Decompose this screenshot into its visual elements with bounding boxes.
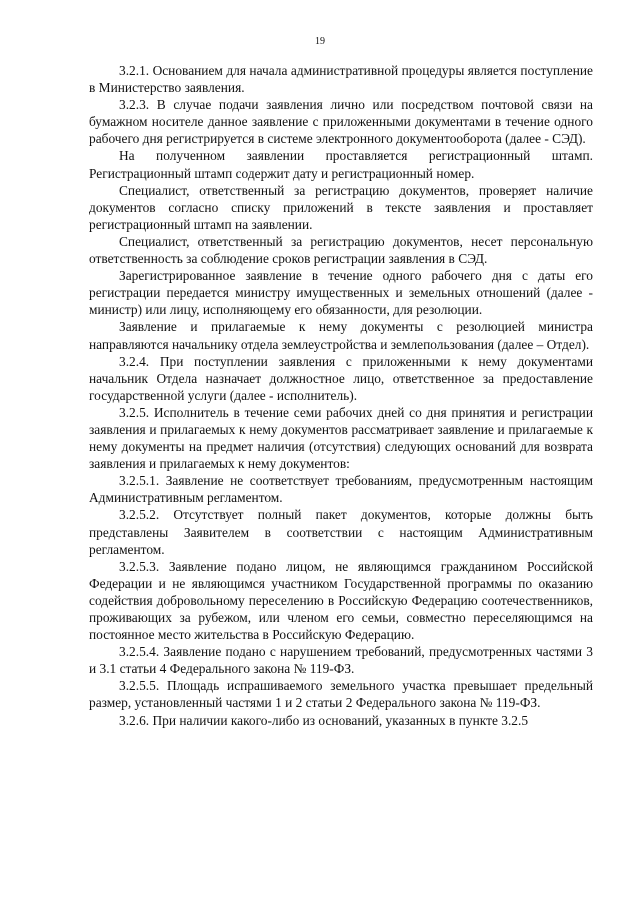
paragraph-3-2-5-3: 3.2.5.3. Заявление подано лицом, не являющимся гражданином Российской Федерации и не являющимся участником Государственной программы по оказанию содействия добровольному переселению в Российскую Федерацию соотечественников, проживающих за рубежом, или членом его семьи, совместно переселяющимся на постоянное место жительства в Российскую Федерацию. <box>89 558 593 643</box>
paragraph-3-2-5-1: 3.2.5.1. Заявление не соответствует требованиям, предусмотренным настоящим Административным регламентом. <box>89 473 593 506</box>
paragraph-stamp: На полученном заявлении проставляется регистрационный штамп. Регистрационный штамп содержит дату и регистрационный номер. <box>89 148 593 181</box>
paragraph-3-2-6: 3.2.6. При наличии какого-либо из оснований, указанных в пункте 3.2.5 <box>119 712 529 728</box>
paragraph-3-2-4: 3.2.4. При поступлении заявления с приложенными к нему документами начальник Отдела назначает должностное лицо, ответственное за предоставление государственной услуги (далее - исполнитель). <box>89 353 593 403</box>
page-number: 19 <box>315 36 325 47</box>
body-text <box>89 62 593 729</box>
paragraph-resolution-direction: Заявление и прилагаемые к нему документы с резолюцией министра направляются начальнику отдела землеустройства и землепользования (далее – Отдел). <box>89 319 593 352</box>
paragraph-specialist-responsibility: Специалист, ответственный за регистрацию документов, несет персональную ответственность за соблюдение сроков регистрации заявления в СЭД. <box>89 233 593 267</box>
paragraph-registered-transfer: Зарегистрированное заявление в течение одного рабочего дня с даты его регистрации передается министру имущественных и земельных отношений (далее - министр) или лицу, исполняющему его обязанности, для резолюции. <box>89 268 593 318</box>
paragraph-3-2-5-2: 3.2.5.2. Отсутствует полный пакет документов, которые должны быть представлены Заявителем в соответствии с настоящим Административным регламентом. <box>89 507 593 557</box>
paragraph-3-2-5-5: 3.2.5.5. Площадь испрашиваемого земельного участка превышает предельный размер, установленный частями 1 и 2 статьи 2 Федерального закона № 119-ФЗ. <box>89 678 593 711</box>
paragraph-specialist-check: Специалист, ответственный за регистрацию документов, проверяет наличие документов согласно списку приложений в тексте заявления и проставляет регистрационный штамп на заявлении. <box>89 182 593 232</box>
paragraph-3-2-5-4: 3.2.5.4. Заявление подано с нарушением требований, предусмотренных частями 3 и 3.1 статьи 4 Федерального закона № 119-ФЗ. <box>89 644 593 677</box>
paragraph-3-2-3: 3.2.3. В случае подачи заявления лично или посредством почтовой связи на бумажном носителе данное заявление с приложенными документами в течение одного рабочего дня регистрируется в системе электронного документооборота (далее - СЭД). <box>89 97 593 147</box>
paragraph-3-2-1: 3.2.1. Основанием для начала административной процедуры является поступление в Министерство заявления. <box>89 63 593 96</box>
paragraph-3-2-5: 3.2.5. Исполнитель в течение семи рабочих дней со дня принятия и регистрации заявления и прилагаемых к нему документов рассматривает заявление и прилагаемые к нему документы на предмет наличия (отсутствия) следующих оснований для возврата заявления и прилагаемых к нему документов: <box>89 404 593 472</box>
